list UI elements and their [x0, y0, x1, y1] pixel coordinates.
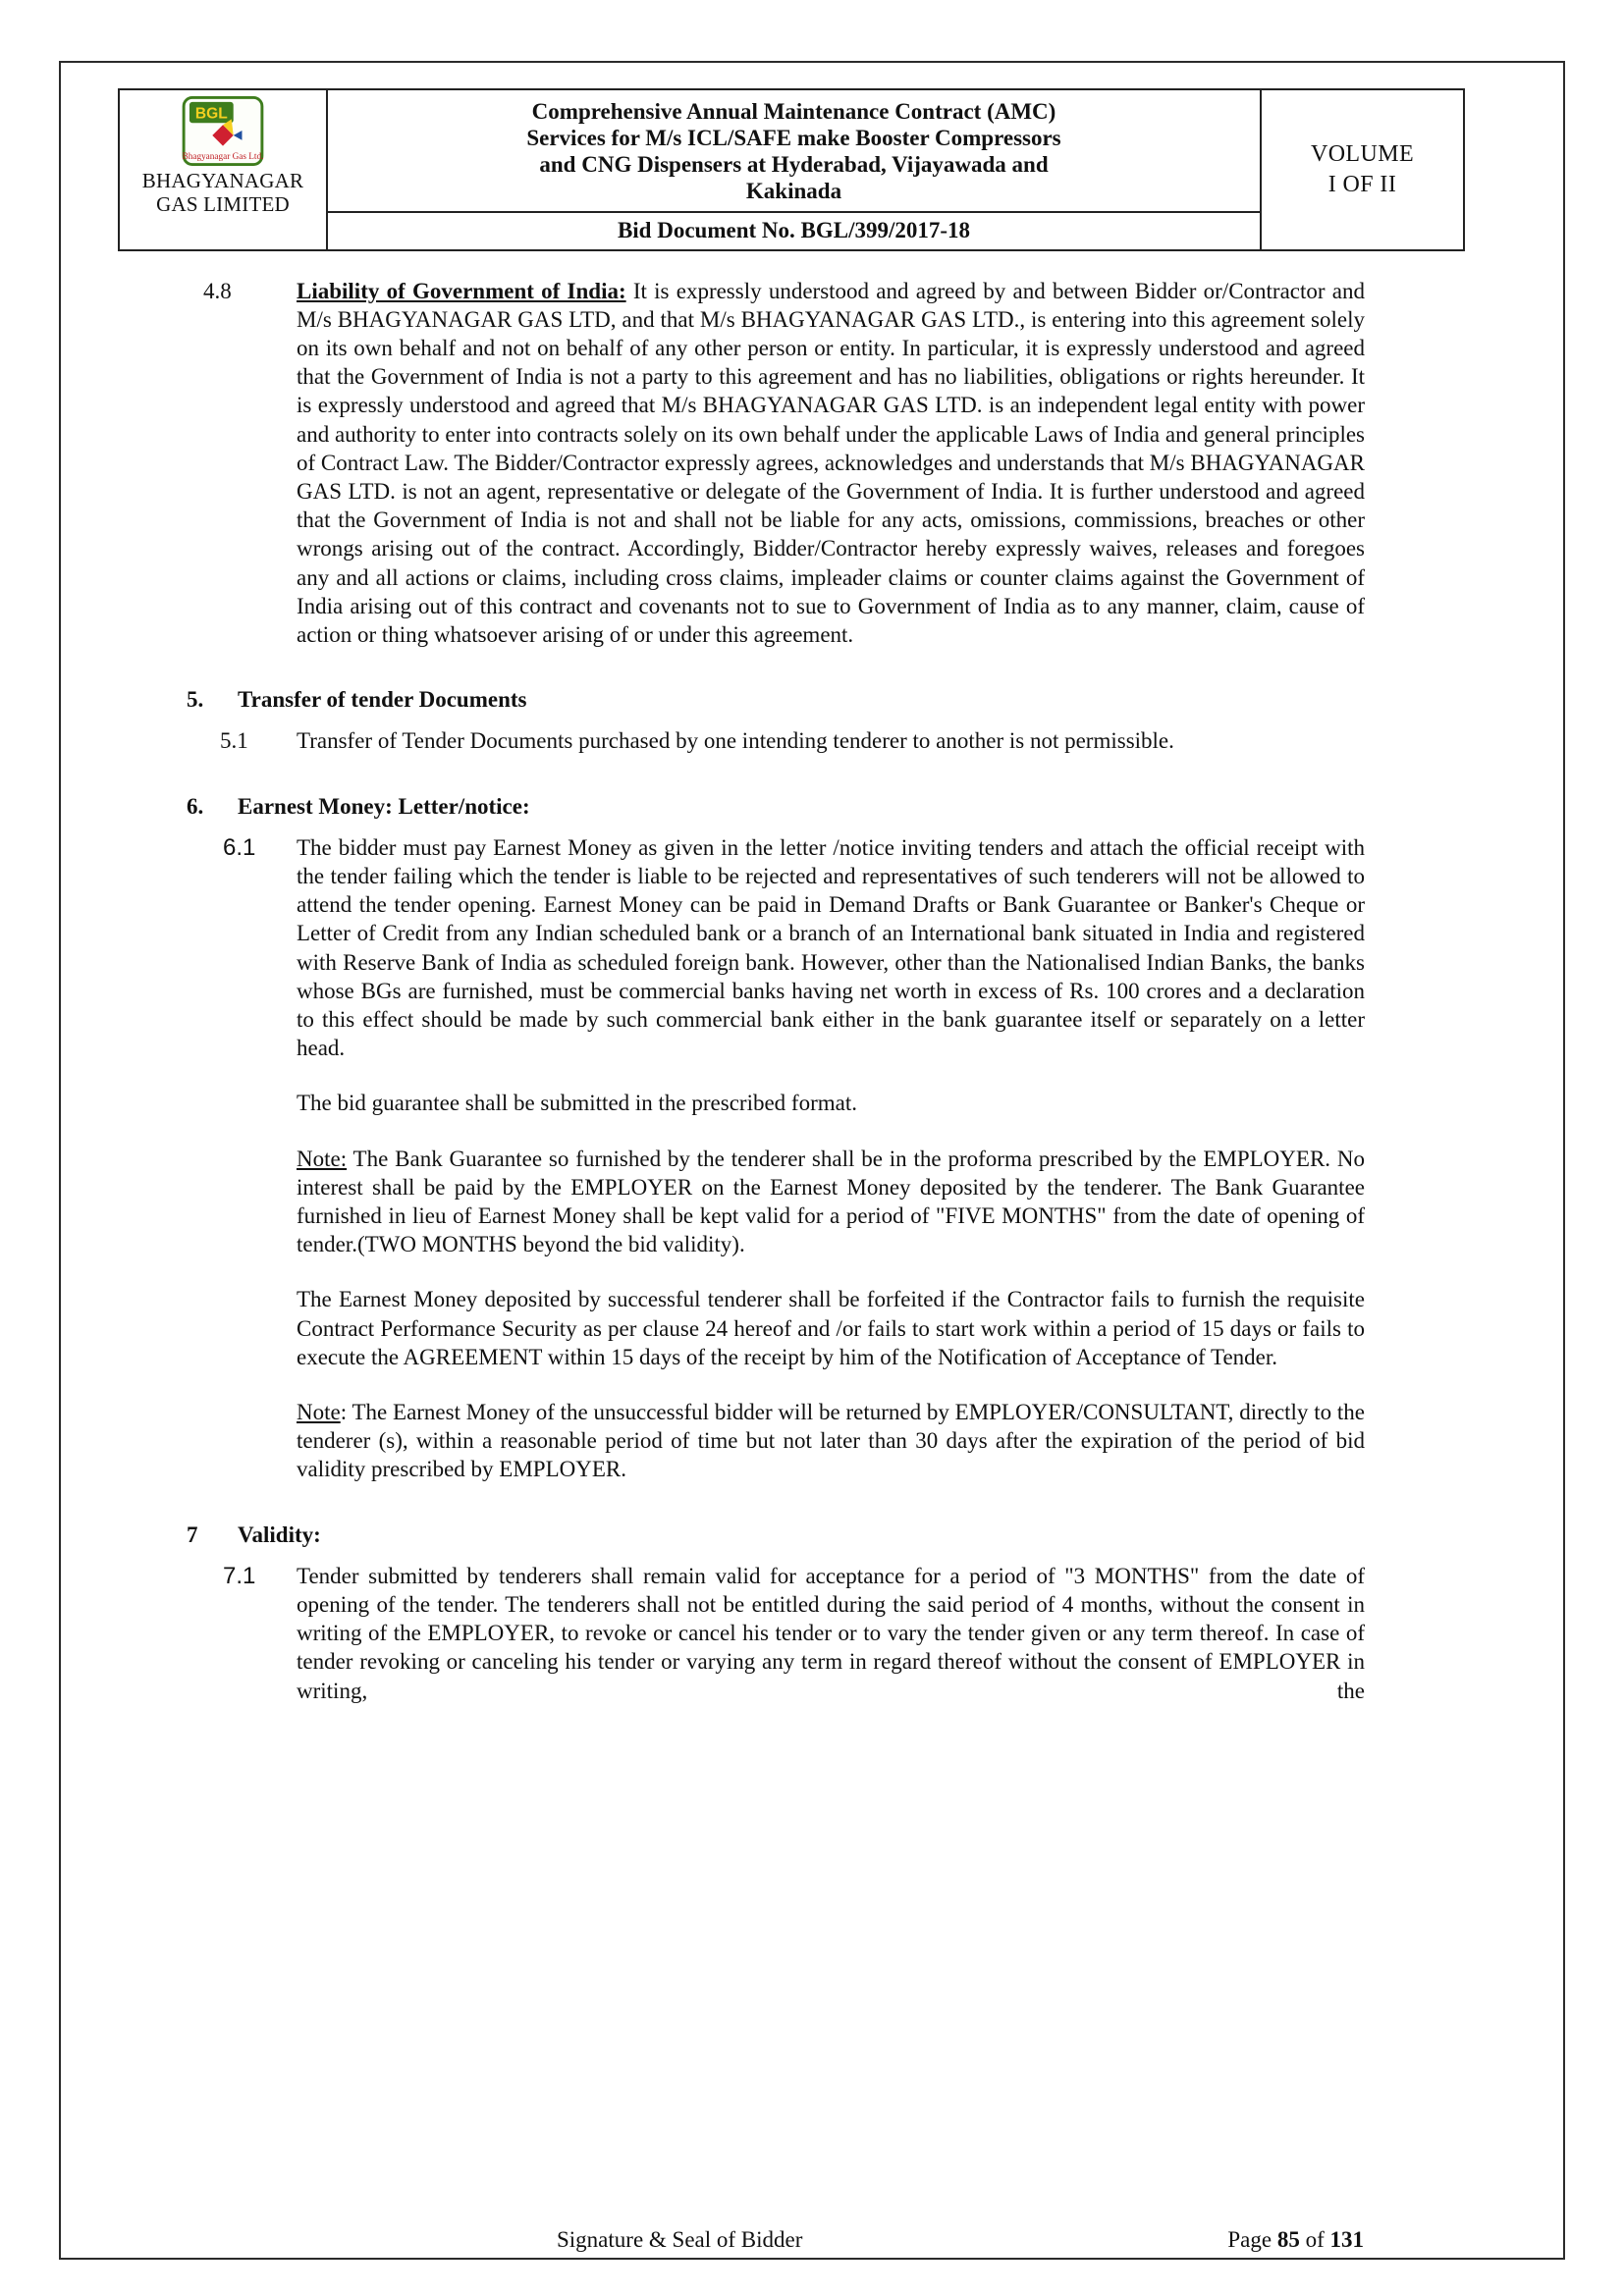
- note-text: The Bank Guarantee so furnished by the tenderer shall be in the proforma prescribed by the EMPLOYER. No interest shall be paid by the EMPLOYER on the Earnest Money deposited by the tenderer. The Bank Guarantee furnished in lieu of Earnest Money shall be kept valid for a period of "FIVE MONTHS" from the date of opening of tender.(TWO MONTHS beyond the bid validity).: [297, 1146, 1365, 1257]
- page-number: 85: [1276, 2227, 1300, 2252]
- company-name: [142, 169, 303, 216]
- note-text: : The Earnest Money of the unsuccessful bidder will be returned by EMPLOYER/CONSULTANT, directly to the tenderer (s), within a reasonable period of time but not later than 30 days after the expiration of the period of bid validity prescribed by EMPLOYER.: [297, 1400, 1365, 1482]
- clause-6-1-paragraph: The Earnest Money deposited by successful tenderer shall be forfeited if the Contractor fails to furnish the requisite Contract Performance Security as per clause 24 hereof and /or fails to start work within a period of 15 days or fails to execute the AGREEMENT within 15 days of the receipt by him of the Notification of Acceptance of Tender.: [297, 1287, 1365, 1369]
- clause-6-1-note2: [297, 1398, 1365, 1484]
- document-body: [61, 251, 1563, 1705]
- clause-6-1: [223, 833, 1365, 1484]
- document-title-line: and CNG Dispensers at Hyderabad, Vijayawada and: [539, 152, 1049, 178]
- clause-4-8-body: It is expressly understood and agreed by and between Bidder or/Contractor and M/s BHAGYANAGAR GAS LTD, and that M/s BHAGYANAGAR GAS LTD., is entering into this agreement solely on its own behalf and not on behalf of any other person or entity. In particular, it is expressly understood and agreed that the Government of India is not a party to this agreement and has no liabilities, obligations or rights hereunder. It is expressly understood and agreed that M/s BHAGYANAGAR GAS LTD. is an independent legal entity with power and authority to enter into contracts solely on its own behalf under the applicable Laws of India and general principles of Contract Law. The Bidder/Contractor expressly agrees, acknowledges and understands that M/s BHAGYANAGAR GAS LTD. is not an agent, representative or delegate of the Government of India. It is further understood and agreed that the Government of India is not and shall not be liable for any acts, omissions, commissions, breaches or other wrongs arising out of the contract. Accordingly, Bidder/Contractor hereby expressly waives, releases and foregoes any and all actions or claims, including cross claims, impleader claims or counter claims against the Government of India arising out of this contract and covenants not to sue to Government of India as to any manner, claim, cause of action or thing whatsoever arising of or under this agreement.: [297, 278, 1365, 647]
- document-header: [118, 88, 1465, 251]
- logo-cell: [120, 90, 328, 249]
- logo-caption: Bhagyanagar Gas Ltd.: [182, 151, 264, 162]
- clause-5-1-text: Transfer of Tender Documents purchased by one intending tenderer to another is not permissible.: [297, 728, 1174, 754]
- title-cell: [328, 90, 1262, 249]
- clause-4-8: [203, 277, 1365, 650]
- clause-5-1: [220, 726, 1365, 755]
- page-of: of: [1299, 2227, 1330, 2252]
- note-label: Note: [297, 1400, 341, 1424]
- document-title-line: Kakinada: [745, 179, 842, 204]
- bid-document-number: Bid Document No. BGL/399/2017-18: [328, 211, 1260, 243]
- page-prefix: Page: [1227, 2227, 1277, 2252]
- document-title-line: Services for M/s ICL/SAFE make Booster Compressors: [526, 126, 1061, 151]
- page-footer: [61, 2227, 1563, 2253]
- section-number: 5.: [187, 687, 204, 713]
- section-7-title: Validity:: [238, 1522, 321, 1547]
- volume-label: [1262, 90, 1463, 249]
- section-6-heading: [187, 792, 1365, 821]
- signature-seal-label: Signature & Seal of Bidder: [557, 2227, 803, 2252]
- page-total: 131: [1329, 2227, 1364, 2252]
- volume-line2: I OF II: [1327, 171, 1397, 197]
- clause-6-1-paragraph: The bid guarantee shall be submitted in the prescribed format.: [297, 1091, 857, 1116]
- document-title-line: Comprehensive Annual Maintenance Contract (AMC): [531, 99, 1056, 124]
- clause-6-1-text: [297, 833, 1365, 1484]
- clause-7-1-text: Tender submitted by tenderers shall remain valid for acceptance for a period of "3 MONTHS" from the date of opening of the tender. The tenderers shall not be entitled during the said period of 4 months, without the consent in writing of the EMPLOYER, to revoke or cancel his tender or to vary the tender given or any term thereof. In case of tender revoking or canceling his tender or varying any term in regard thereof without the consent of EMPLOYER in writing, the: [297, 1563, 1365, 1703]
- section-7-heading: [187, 1521, 1365, 1549]
- clause-number: 4.8: [203, 278, 232, 303]
- clause-number: 5.1: [220, 728, 248, 754]
- clause-4-8-heading: Liability of Government of India:: [297, 278, 626, 303]
- volume-line1: VOLUME: [1310, 140, 1415, 167]
- page-indicator: [1227, 2227, 1364, 2253]
- company-name-line1: BHAGYANAGAR: [141, 169, 304, 192]
- clause-number: 7.1: [223, 1562, 256, 1589]
- section-number: 6.: [187, 793, 204, 819]
- note-label: Note:: [297, 1146, 348, 1171]
- company-logo-icon: [165, 96, 281, 167]
- section-5-heading: [187, 685, 1365, 714]
- section-number: 7: [187, 1522, 198, 1547]
- section-5-title: Transfer of tender Documents: [238, 687, 527, 713]
- clause-4-8-text: [297, 277, 1365, 650]
- company-name-line2: GAS LIMITED: [156, 192, 290, 217]
- clause-7-1: [223, 1562, 1365, 1705]
- logo-abbr: BGL: [194, 105, 228, 123]
- clause-6-1-paragraph: The bidder must pay Earnest Money as given in the letter /notice inviting tenders and attach the official receipt with the tender failing which the tender is liable to be rejected and representatives of such tenderers will not be allowed to attend the tender opening. Earnest Money can be paid in Demand Drafts or Bank Guarantee or Banker's Cheque or Letter of Credit from any Indian scheduled bank or a branch of an International bank situated in India and registered with Reserve Bank of India as scheduled foreign bank. However, other than the Nationalised Indian Banks, the banks whose BGs are furnished, must be commercial banks having net worth in excess of Rs. 100 crores and a declaration to this effect should be made by such commercial bank either in the bank guarantee itself or separately on a letter head.: [297, 834, 1365, 1061]
- page-border: [59, 61, 1565, 2260]
- section-6-title: Earnest Money: Letter/notice:: [238, 793, 530, 819]
- clause-number: 6.1: [223, 833, 256, 861]
- clause-6-1-note1: [297, 1145, 1365, 1259]
